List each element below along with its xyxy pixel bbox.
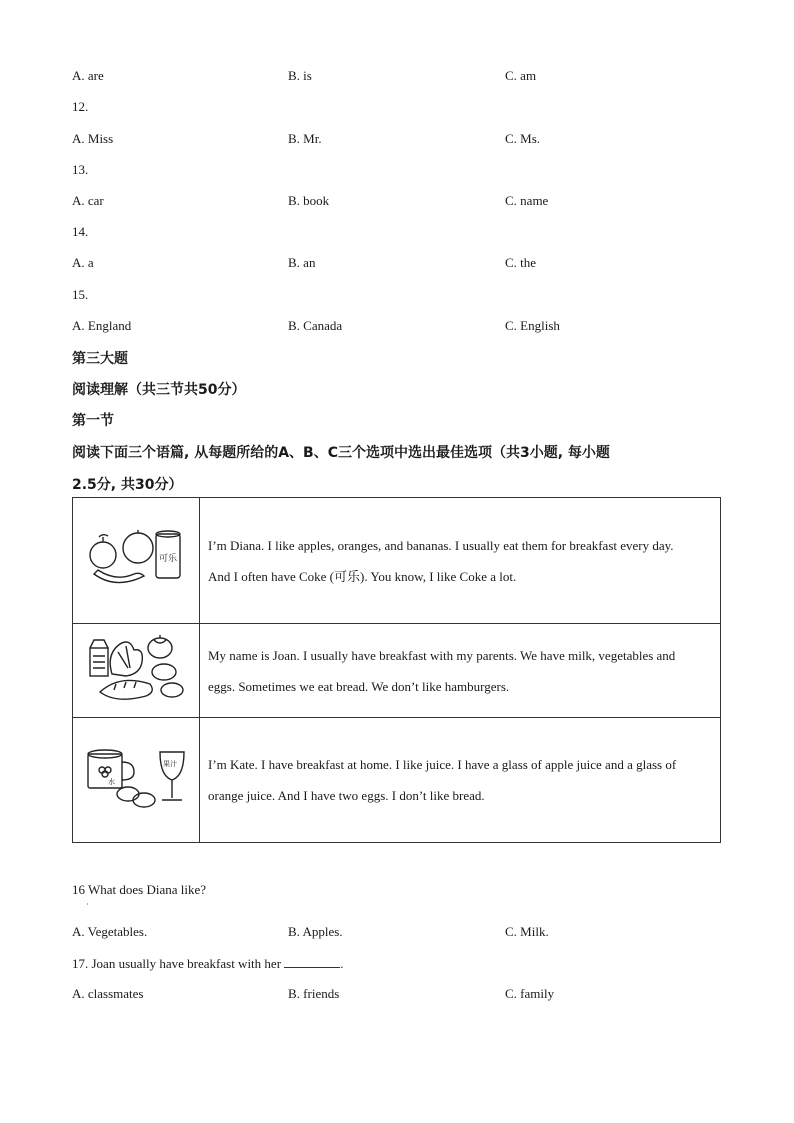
option-b: B. Mr.	[288, 131, 322, 146]
question-16-options	[72, 924, 722, 944]
instruction-line-2: 2.5分, 共30分）	[72, 477, 183, 493]
passage-line: And I often have Coke (可乐). You know, I like Coke a lot.	[208, 568, 517, 584]
option-a: A. Vegetables.	[72, 924, 148, 939]
question-15-number: 15.	[72, 287, 89, 302]
question-14-options	[72, 255, 722, 275]
passage-line: orange juice. And I have two eggs. I don’t like bread.	[208, 788, 485, 803]
reading-passages-table	[72, 497, 721, 843]
option-a: A. England	[72, 318, 132, 333]
option-b: B. an	[288, 255, 316, 270]
option-c: C. family	[505, 986, 555, 1001]
passage-text-kate	[200, 718, 721, 843]
can-label: 可乐	[159, 553, 178, 564]
answer-blank	[284, 955, 340, 968]
question-13-options	[72, 193, 722, 213]
question-17-options	[72, 986, 722, 1006]
part-heading: 第三大题	[72, 351, 128, 367]
passage-line: My name is Joan. I usually have breakfast with my parents. We have milk, vegetables and	[208, 647, 676, 663]
mug-label: 水	[108, 778, 115, 786]
option-a: A. a	[72, 255, 94, 270]
option-b: B. is	[288, 68, 312, 83]
question-12-number: 12.	[72, 99, 89, 114]
option-c: C. the	[505, 255, 537, 270]
option-c: C. Ms.	[505, 131, 541, 146]
question-15-options	[72, 318, 722, 338]
passage-row-diana	[73, 498, 721, 624]
option-c: C. English	[505, 318, 560, 333]
question-13-number: 13.	[72, 162, 89, 177]
question-17-stem: 17. Joan usually have breakfast with her	[72, 956, 282, 971]
milk-vegetables-icon	[73, 624, 200, 718]
passage-line: eggs. Sometimes we eat bread. We don’t like hamburgers.	[208, 678, 510, 694]
option-b: B. book	[288, 193, 330, 208]
passage-line: I’m Diana. I like apples, oranges, and bananas. I usually eat them for breakfast every day.	[208, 537, 674, 553]
option-c: C. name	[505, 193, 549, 208]
question-17-text	[72, 955, 344, 972]
option-a: A. Miss	[72, 131, 114, 146]
option-c: C. Milk.	[505, 924, 549, 939]
question-12-options	[72, 131, 722, 151]
question-16-text: 16 What does Diana like?	[72, 882, 207, 897]
section-title: 阅读理解（共三节共50分）	[72, 382, 246, 398]
passage-line: I’m Kate. I have breakfast at home. I like juice. I have a glass of apple juice and a glass of	[208, 757, 677, 772]
stray-dot: ·	[86, 900, 89, 909]
passage-row-joan	[73, 624, 721, 718]
question-14-number: 14.	[72, 224, 89, 239]
option-a: A. classmates	[72, 986, 144, 1001]
option-a: A. are	[72, 68, 104, 83]
instruction-line-1: 阅读下面三个语篇, 从每题所给的A、B、C三个选项中选出最佳选项（共3小题, 每小题	[72, 445, 610, 461]
passage-row-kate	[73, 718, 721, 843]
option-c: C. am	[505, 68, 537, 83]
juice-eggs-icon	[73, 718, 200, 843]
passage-text-joan	[200, 624, 721, 718]
glass-label: 果汁	[163, 760, 177, 768]
option-b: B. Apples.	[288, 924, 343, 939]
question-11-options	[72, 68, 722, 88]
option-b: B. Canada	[288, 318, 343, 333]
fruit-coke-icon	[73, 498, 200, 624]
subsection-heading: 第一节	[72, 413, 114, 429]
question-17-end: .	[340, 956, 344, 971]
passage-text-diana	[200, 498, 721, 624]
option-b: B. friends	[288, 986, 340, 1001]
option-a: A. car	[72, 193, 104, 208]
